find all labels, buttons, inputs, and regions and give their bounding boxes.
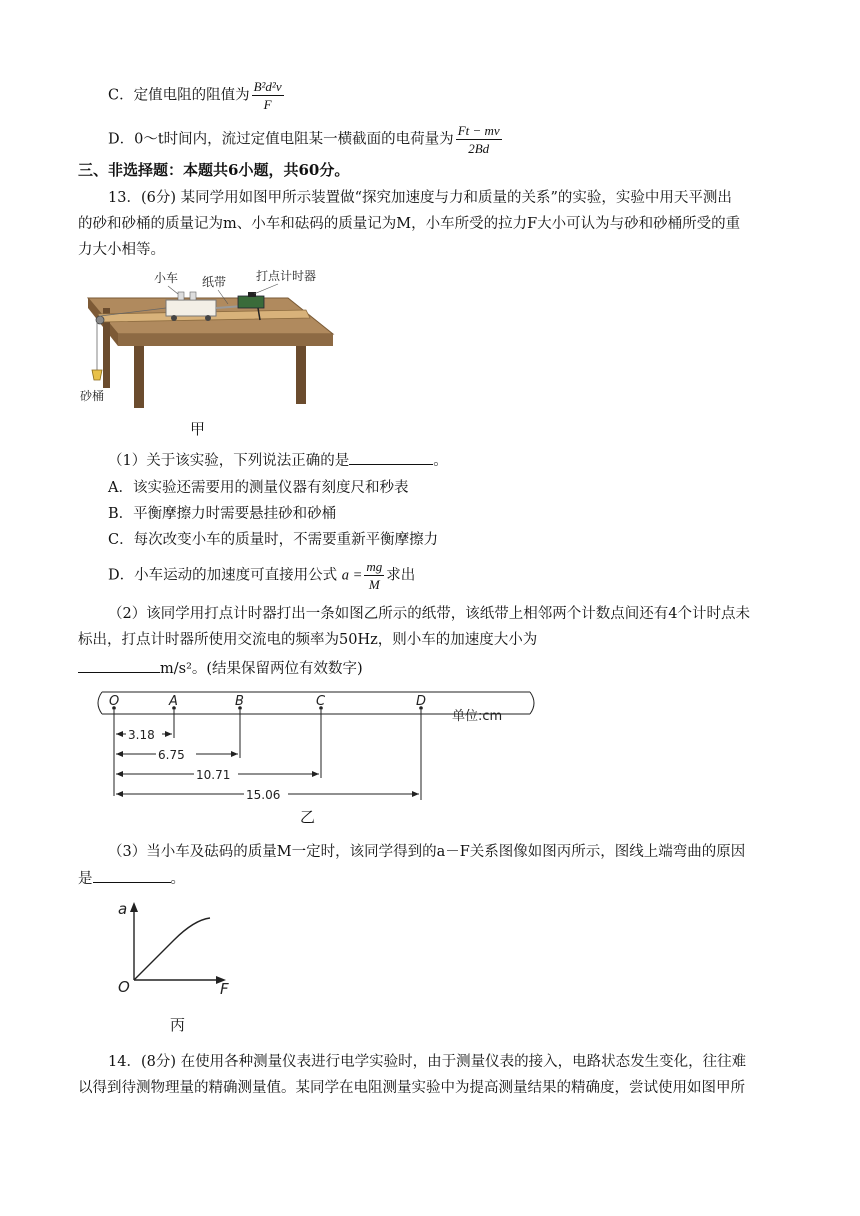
answer-blank-2 bbox=[78, 658, 160, 673]
q13-sub2-line-3 bbox=[78, 658, 363, 679]
q13-sub3-end: 。 bbox=[170, 871, 185, 887]
q13-option-c: C．每次改变小车的质量时，不需要重新平衡摩擦力 bbox=[108, 532, 439, 548]
option-d-fraction bbox=[456, 122, 502, 157]
q13-option-b: B．平衡摩擦力时需要悬挂砂和砂桶 bbox=[108, 506, 337, 522]
q14-line-2: 以得到待测物理量的精确测量值。某同学在电阻测量实验中为提高测量结果的精确度，尝试使用如图甲所 bbox=[78, 1080, 745, 1096]
q13-sub3-line-2 bbox=[78, 868, 185, 889]
label-tape: 纸带 bbox=[202, 275, 227, 289]
option-c-fraction bbox=[252, 78, 284, 113]
option-d bbox=[108, 122, 504, 157]
section-heading: 三、非选择题：本题共6小题，共60分。 bbox=[78, 161, 350, 179]
q13-option-d-denominator: M bbox=[368, 577, 380, 592]
option-c-denominator: F bbox=[263, 97, 272, 112]
distance-oa bbox=[116, 727, 172, 742]
q13-option-d-end: 求出 bbox=[386, 567, 416, 584]
af-graph bbox=[112, 896, 242, 1000]
q13-sub2-line-3-text: m/s²。(结果保留两位有效数字) bbox=[160, 661, 363, 677]
q13-option-d bbox=[108, 558, 415, 593]
option-c bbox=[108, 78, 286, 113]
q13-line-3: 力大小相等。 bbox=[78, 242, 165, 258]
tape-unit: 单位:cm bbox=[452, 709, 503, 724]
option-c-text: C．定值电阻的阻值为 bbox=[108, 87, 250, 104]
svg-text:10.71: 10.71 bbox=[196, 768, 231, 782]
option-c-numerator: B²d²v bbox=[253, 79, 282, 94]
af-curve bbox=[134, 918, 210, 980]
answer-blank-1 bbox=[349, 450, 433, 465]
option-d-text: D．0～t时间内，流过定值电阻某一横截面的电荷量为 bbox=[108, 131, 454, 148]
svg-text:A: A bbox=[169, 694, 178, 709]
label-bucket: 砂桶 bbox=[80, 389, 105, 403]
q13-sub2-line-2: 标出，打点计时器所使用交流电的频率为50Hz，则小车的加速度大小为 bbox=[78, 632, 538, 648]
graph-origin: O bbox=[118, 978, 130, 996]
distance-ob bbox=[116, 747, 238, 762]
q13-sub3-line-1: （3）当小车及砝码的质量M一定时，该同学得到的a－F关系图像如图丙所示，图线上端弯曲的原因 bbox=[108, 844, 746, 860]
graph-xlabel: F bbox=[220, 980, 229, 998]
label-timer: 打点计时器 bbox=[256, 269, 317, 283]
svg-text:3.18: 3.18 bbox=[128, 728, 155, 742]
distance-od bbox=[116, 787, 419, 802]
answer-blank-3 bbox=[93, 868, 171, 883]
tape-figure bbox=[90, 688, 540, 803]
q13-sub1-end: 。 bbox=[433, 453, 448, 469]
q13-option-d-numerator: mg bbox=[366, 559, 383, 574]
q13-option-d-formula: a = bbox=[341, 567, 363, 584]
svg-text:O: O bbox=[109, 694, 120, 709]
tape-point-d bbox=[416, 694, 426, 800]
q13-sub1-text: （1）关于该实验，下列说法正确的是 bbox=[108, 453, 350, 469]
caption-jia: 甲 bbox=[190, 420, 206, 438]
label-car: 小车 bbox=[154, 271, 179, 285]
q13-sub2-line-1: （2）该同学用打点计时器打出一条如图乙所示的纸带，该纸带上相邻两个计数点间还有4个计时点未 bbox=[108, 606, 750, 622]
svg-text:6.75: 6.75 bbox=[158, 748, 185, 762]
tape-point-c bbox=[316, 694, 326, 778]
tape-point-o bbox=[109, 694, 119, 796]
option-d-denominator: 2Bd bbox=[468, 141, 490, 156]
apparatus-figure bbox=[78, 262, 348, 412]
graph-ylabel: a bbox=[118, 900, 128, 918]
distance-oc bbox=[116, 767, 319, 782]
q13-sub1 bbox=[108, 450, 448, 471]
svg-text:15.06: 15.06 bbox=[246, 788, 281, 802]
tape-point-b bbox=[235, 694, 244, 758]
caption-yi: 乙 bbox=[300, 808, 316, 826]
svg-text:D: D bbox=[416, 694, 427, 709]
svg-text:C: C bbox=[316, 694, 326, 709]
q13-line-1: 13．(6分) 某同学用如图甲所示装置做“探究加速度与力和质量的关系”的实验，实验中用天平测出 bbox=[108, 190, 732, 206]
q13-sub3-line-2-text: 是 bbox=[78, 871, 93, 887]
q13-line-2: 的砂和砂桶的质量记为m、小车和砝码的质量记为M，小车所受的拉力F大小可认为与砂和砂桶所受的重 bbox=[78, 216, 741, 232]
svg-text:B: B bbox=[235, 694, 244, 709]
q13-option-d-fraction bbox=[364, 558, 384, 593]
q13-option-d-text: D．小车运动的加速度可直接用公式 bbox=[108, 567, 338, 584]
q14-line-1: 14．(8分) 在使用各种测量仪表进行电学实验时，由于测量仪表的接入，电路状态发生变化，往往难 bbox=[108, 1054, 747, 1070]
option-d-numerator: Ft − mv bbox=[457, 123, 500, 138]
tape-point-a bbox=[168, 694, 178, 738]
caption-bing: 丙 bbox=[170, 1016, 186, 1034]
q13-option-a: A．该实验还需要用的测量仪器有刻度尺和秒表 bbox=[108, 480, 409, 496]
